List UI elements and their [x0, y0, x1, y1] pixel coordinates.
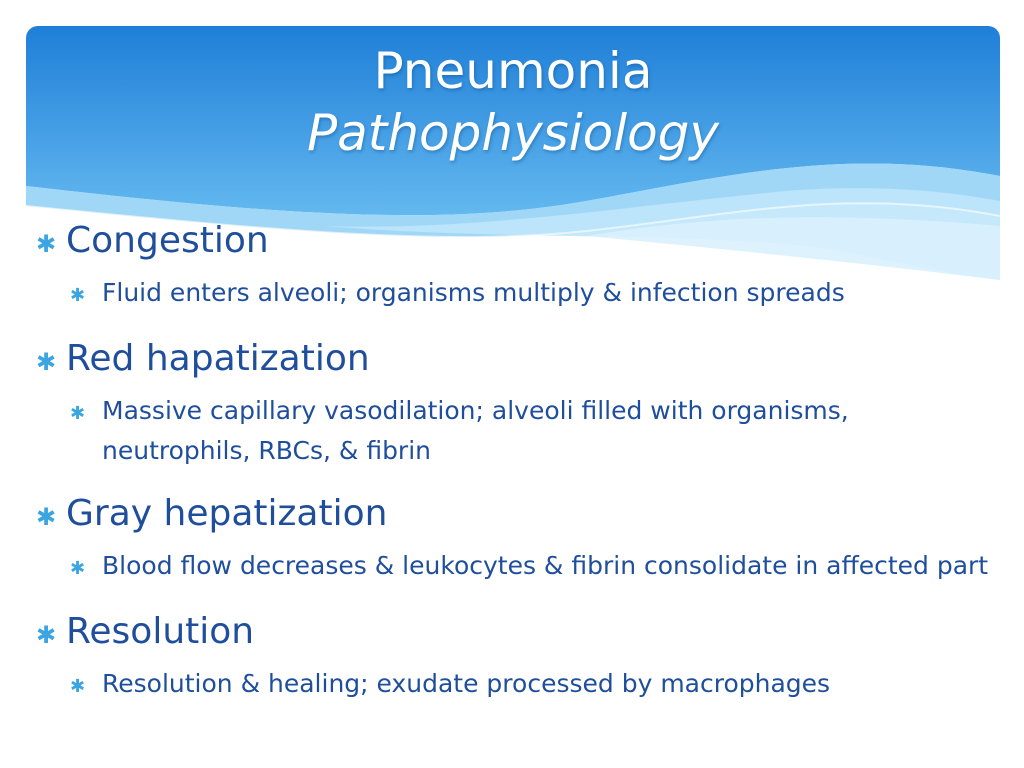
- bullet-heading: Congestion: [66, 220, 269, 261]
- bullet-heading: Gray hepatization: [66, 493, 388, 534]
- asterisk-bullet-icon: ✱: [70, 285, 86, 306]
- asterisk-bullet-icon: ✱: [70, 676, 86, 697]
- sub-bullet-congestion: [36, 273, 996, 316]
- asterisk-bullet-icon: ✱: [36, 230, 57, 258]
- bullet-detail: Massive capillary vasodilation; alveoli filled with organisms, neutrophils, RBCs, & fibrin: [102, 396, 849, 465]
- slide-title: Pneumonia: [373, 42, 653, 100]
- slide-subtitle: Pathophysiology: [306, 104, 720, 162]
- bullet-detail: Fluid enters alveoli; organisms multiply & infection spreads: [102, 278, 845, 307]
- asterisk-bullet-icon: ✱: [36, 348, 57, 376]
- asterisk-bullet-icon: ✱: [36, 503, 57, 531]
- bullet-heading: Red hapatization: [66, 338, 370, 379]
- sub-bullet-gray-hepatization: [36, 546, 996, 589]
- bullet-detail: Blood flow decreases & leukocytes & fibrin consolidate in affected part: [102, 551, 989, 580]
- asterisk-bullet-icon: ✱: [70, 558, 86, 579]
- bullet-resolution: [36, 605, 996, 662]
- bullet-red-hepatization: [36, 332, 996, 389]
- sub-bullet-red-hepatization: [36, 391, 996, 471]
- title-block: [26, 40, 1000, 164]
- bullet-detail: Resolution & healing; exudate processed by macrophages: [102, 669, 831, 698]
- asterisk-bullet-icon: ✱: [70, 403, 86, 424]
- asterisk-bullet-icon: ✱: [36, 621, 57, 649]
- bullet-congestion: [36, 214, 996, 271]
- bullet-heading: Resolution: [66, 611, 255, 652]
- sub-bullet-resolution: [36, 664, 996, 707]
- bullet-list: [36, 210, 996, 723]
- bullet-gray-hepatization: [36, 487, 996, 544]
